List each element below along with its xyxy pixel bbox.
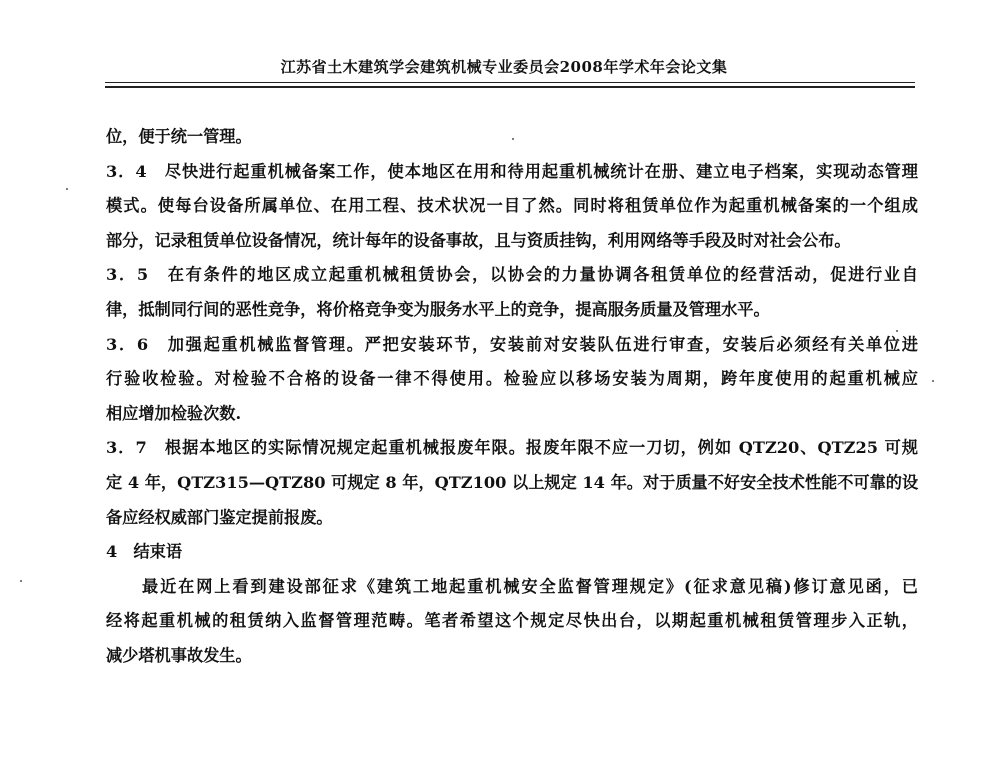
text-line: 最近在网上看到建设部征求《建筑工地起重机械安全监督管理规定》(征求意见稿)修订意见函，已	[142, 576, 918, 596]
text-line: 律，抵制同行间的恶性竞争，将价格竞争变为服务水平上的竞争，提高服务质量及管理水平。	[106, 299, 770, 319]
text-line: 位，便于统一管理。	[106, 127, 252, 146]
text-line: 3．5 在有条件的地区成立起重机械租赁协会，以协会的力量协调各租赁单位的经营活动，促进行业自	[106, 265, 918, 285]
text-line: 定 4 年，QTZ315—QTZ80 可规定 8 年，QTZ100 以上规定 14 年。对于质量不好安全技术性能不可靠的设	[106, 472, 919, 492]
scan-speck	[512, 138, 514, 140]
text-line: 备应经权威部门鉴定提前报废。	[106, 507, 333, 527]
body-text	[106, 120, 918, 674]
header-rule-thick	[105, 86, 915, 88]
text-line: 相应增加检验次数.	[106, 403, 242, 423]
paragraph-3-7	[106, 431, 918, 535]
paragraph-3-6	[106, 328, 918, 432]
header-rule-thin	[105, 82, 915, 83]
text-line: 3．7 根据本地区的实际情况规定起重机械报废年限。报废年限不应一刀切，例如 QTZ20、QTZ25 可规	[106, 438, 918, 458]
text-line: 3．4 尽快进行起重机械备案工作，使本地区在用和待用起重机械统计在册、建立电子档案，实现动态管理	[106, 161, 918, 181]
running-header: 江苏省土木建筑学会建筑机械专业委员会2008年学术年会论文集	[280, 58, 728, 76]
text-line: 模式。使每台设备所属单位、在用工程、技术状况一目了然。同时将租赁单位作为起重机械备案的一个组成	[106, 196, 918, 216]
scan-speck	[932, 380, 934, 382]
text-line: 减少塔机事故发生。	[106, 645, 252, 665]
paragraph-3-5	[106, 258, 918, 327]
text-line: 经将起重机械的租赁纳入监督管理范畴。笔者希望这个规定尽快出台，以期起重机械租赁管理步入正轨，	[106, 611, 918, 631]
scan-speck	[66, 188, 68, 190]
paragraph-3-4	[106, 155, 918, 259]
section-heading-4	[106, 535, 918, 570]
text-line: 3．6 加强起重机械监督管理。严把安装环节，安装前对安装队伍进行审查，安装后必须经有关单位进	[106, 334, 918, 354]
text-line: 部分，记录租赁单位设备情况，统计每年的设备事故，且与资质挂钩，利用网络等手段及时对社会公布。	[106, 230, 851, 250]
text-line: 行验收检验。对检验不合格的设备一律不得使用。检验应以移场安装为周期，跨年度使用的起重机械应	[106, 369, 918, 389]
section-title: 4 结束语	[106, 542, 183, 562]
scan-speck	[896, 330, 898, 332]
scan-speck	[20, 580, 22, 582]
paragraph-conclusion	[106, 570, 918, 674]
